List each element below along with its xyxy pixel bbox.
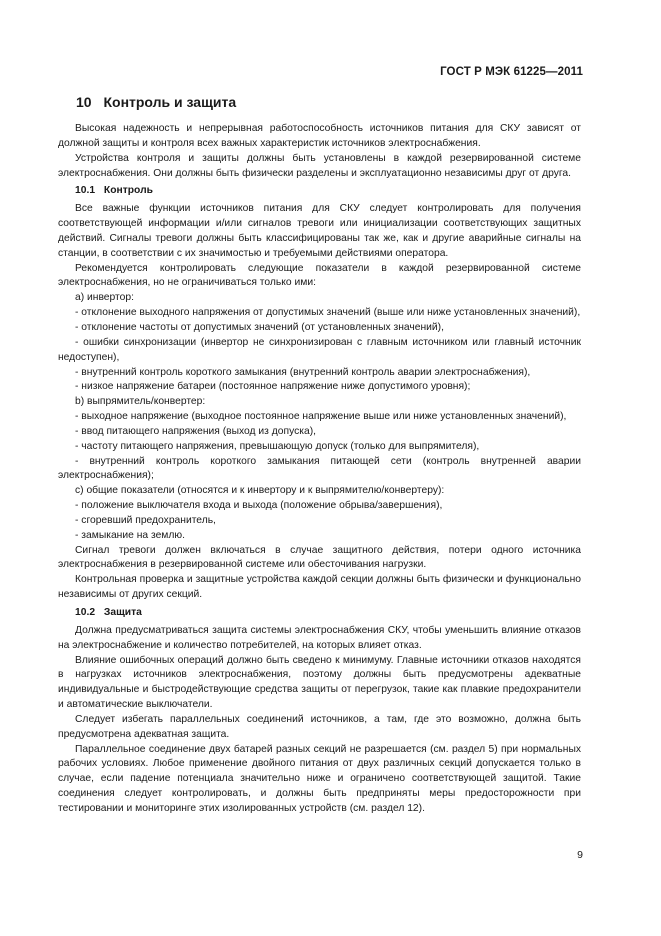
list-item: - отклонение частоты от допустимых значений (от установленных значений), [75,321,444,333]
paragraph: Следует избегать параллельных соединений источников, а там, где это возможно, должна быть предусмотрена адекватная защита. [58,713,581,740]
section-title: Контроль и защита [103,94,237,110]
paragraph: Высокая надежность и непрерывная работоспособность источников питания для СКУ зависят от должной защиты и контроля всех важных характеристик источников электроснабжения. [58,123,581,149]
list-item: - внутренний контроль короткого замыкания питающей сети (контроль внутренней аварии электроснабжения); [58,455,581,482]
list-item: - отклонение выходного напряжения от допустимых значений (выше или ниже установленных значений), [75,307,581,319]
list-item: - низкое напряжение батареи (постоянное напряжение ниже допустимого уровня); [75,381,471,393]
list-item: - положение выключателя входа и выхода (положение обрыва/завершения), [75,500,443,512]
list-group-label: с) общие показатели (относятся и к инвертору и к выпрямителю/конвертеру): [75,485,445,497]
subsection-heading-monitoring [58,184,581,199]
list-item: - замыкание на землю. [75,529,185,541]
paragraph: Контрольная проверка и защитные устройства каждой секции должны быть физически и функционально независимы от других секций. [58,574,581,601]
subsection-title: Защита [103,607,142,618]
paragraph: Параллельное соединение двух батарей разных секций не разрешается (см. раздел 5) при нормальных рабочих условиях. Любое применение двойного питания от двух различных секций допускается только в случае, если падение потенциала значительно ниже и ограничено соответствующей защитой. Такие соединения следует контролировать, и должны быть предприняты меры предосторожности при тестировании и мониторинге этих изолированных устройств (см. раздел 12). [58,743,581,814]
list-item: - внутренний контроль короткого замыкания (внутренний контроль аварии электроснабжения), [75,366,531,378]
subsection-number: 10.2 [75,607,96,618]
subsection-title: Контроль [103,185,153,197]
paragraph: Должна предусматриваться защита системы электроснабжения СКУ, чтобы уменьшить влияние отказов на электроснабжение и количество потребителей, на которых влияет отказ. [58,624,581,651]
list-item: - ввод питающего напряжения (выход из допуска), [75,425,317,437]
body-text [58,122,581,817]
paragraph: Сигнал тревоги должен включаться в случае защитного действия, потери одного источника электроснабжения в резервированной системе или обесточивания нагрузки. [58,544,581,571]
list-item: - ошибки синхронизации (инвертор не синхронизирован с главным источником или главный источник недоступен), [58,336,581,363]
list-item: - частоту питающего напряжения, превышающую допуск (только для выпрямителя), [75,440,480,452]
list-group-label: а) инвертор: [75,292,134,304]
paragraph: Влияние ошибочных операций должно быть сведено к минимуму. Главные источники отказов находятся в нагрузках источников электроснабжения, поэтому должны быть предусмотрены адекватные индивидуальные и быстродействующие средства защиты от перегрузок, такие как плавкие предохранители и автоматические выключатели. [58,654,581,711]
page-number: 9 [577,849,583,861]
subsection-heading-protection [58,606,581,621]
list-item: - сгоревший предохранитель, [75,514,216,526]
standard-code: ГОСТ Р МЭК 61225—2011 [440,66,583,78]
subsection-number: 10.1 [75,185,96,197]
paragraph: Рекомендуется контролировать следующие показатели в каждой резервированной системе электроснабжения, но не ограничиваться только ими: [58,262,581,289]
paragraph: Устройства контроля и защиты должны быть установлены в каждой резервированной системе электроснабжения. Они должны быть физически разделены и эксплуатационно независимы друг от друга. [58,152,581,179]
section-number: 10 [76,94,92,110]
paragraph: Все важные функции источников питания для СКУ следует контролировать для получения соответствующей информации и/или сигналов тревоги или инициализации соответствующих защитных действий. Сигналы тревоги должны быть классифицированы так же, как и другие аварийные сигналы на станции, в соответствии с их значимостью и требуемыми действиями оператора. [58,203,581,259]
list-group-label: b) выпрямитель/конвертер: [75,396,206,408]
list-item: - выходное напряжение (выходное постоянное напряжение выше или ниже установленных значений), [75,411,567,423]
section-heading [76,94,236,110]
